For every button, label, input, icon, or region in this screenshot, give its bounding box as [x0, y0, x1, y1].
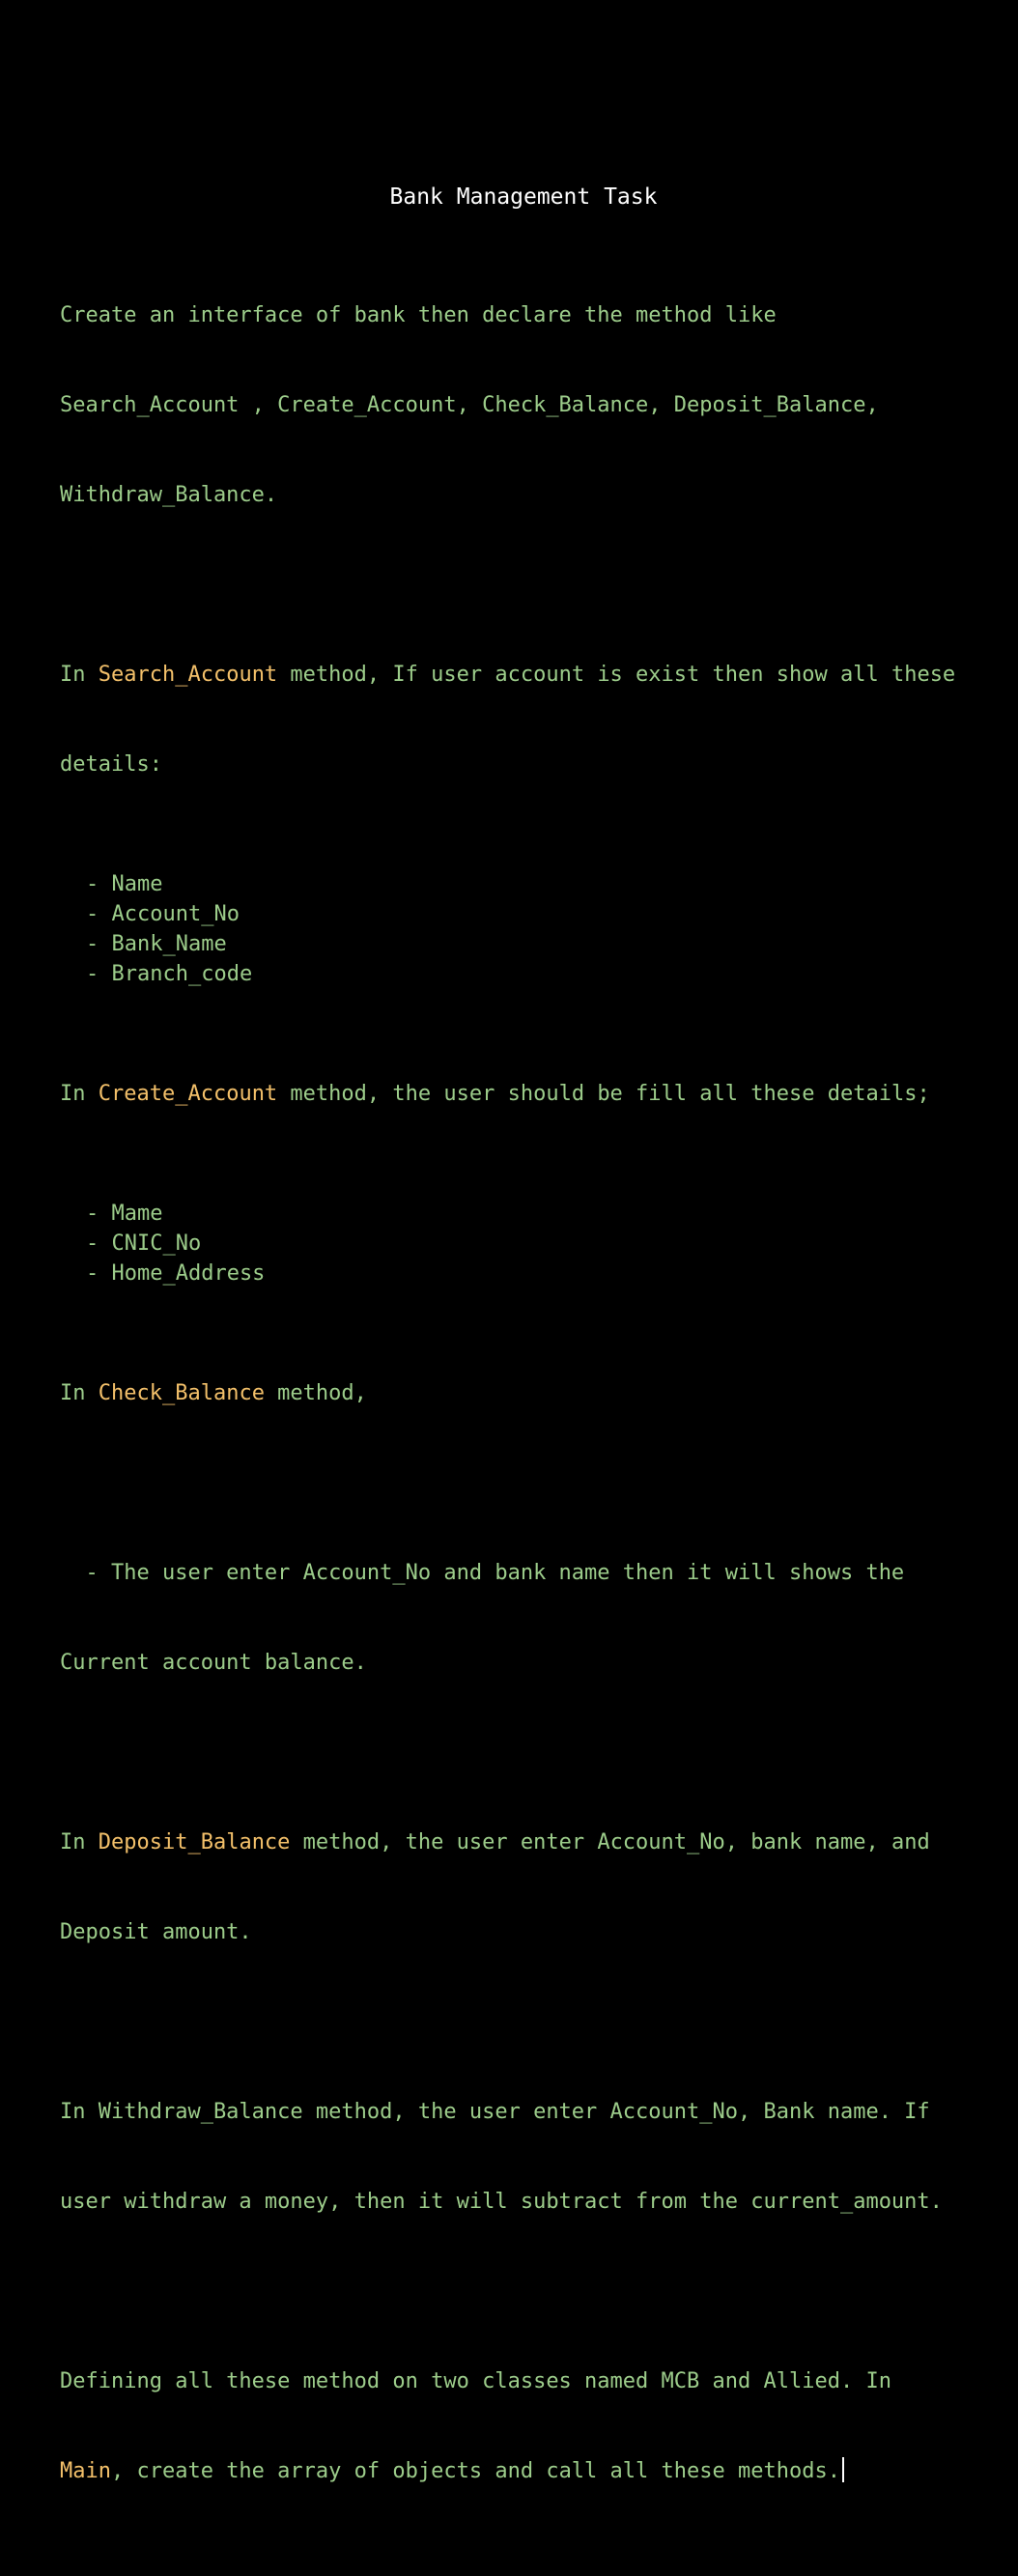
- create-account-prefix: In: [60, 1082, 99, 1106]
- intro-line-3: Withdraw_Balance.: [60, 483, 278, 507]
- create-account-details-list: [60, 1199, 997, 1288]
- list-item: - Account_No: [86, 902, 240, 926]
- search-account-prefix: In: [60, 663, 99, 687]
- check-balance-line-1: [60, 1378, 997, 1408]
- deposit-balance-paragraph: [60, 1768, 997, 2007]
- intro-line-1: Create an interface of bank then declare the method like: [60, 303, 777, 327]
- list-item: - Home_Address: [86, 1261, 266, 1286]
- withdraw-balance-paragraph: [60, 2037, 997, 2277]
- closing-paragraph: [60, 2307, 997, 2546]
- search-account-line-1: [60, 660, 997, 690]
- deposit-balance-line-1: [60, 1827, 997, 1857]
- document: [60, 180, 997, 2576]
- list-item: - Bank_Name: [86, 932, 227, 956]
- check-balance-method-name: Check_Balance: [98, 1381, 265, 1405]
- search-account-details-list: [60, 869, 997, 989]
- create-account-method-name: Create_Account: [98, 1082, 278, 1106]
- create-account-description: method, the user should be fill all these details;: [277, 1082, 930, 1106]
- text-cursor: [842, 2457, 844, 2482]
- check-balance-detail: [60, 1498, 997, 1738]
- intro-paragraph: [60, 241, 997, 570]
- check-balance-detail-line-2: Current account balance.: [60, 1651, 367, 1675]
- main-keyword: Main: [60, 2459, 111, 2483]
- check-balance-description: method,: [264, 1381, 367, 1405]
- withdraw-balance-line-2: user withdraw a money, then it will subtract from the current_amount.: [60, 2190, 943, 2214]
- closing-line-1: Defining all these method on two classes named MCB and Allied. In: [60, 2369, 891, 2393]
- withdraw-balance-line-1: In Withdraw_Balance method, the user enter Account_No, Bank name. If: [60, 2100, 930, 2124]
- list-item: - CNIC_No: [86, 1231, 202, 1256]
- search-account-description: method, If user account is exist then show all these: [277, 663, 956, 687]
- check-balance-paragraph: [60, 1318, 997, 1468]
- deposit-balance-description: method, the user enter Account_No, bank name, and: [290, 1830, 930, 1854]
- list-item: - Name: [86, 872, 163, 896]
- create-account-line-1: [60, 1079, 997, 1109]
- search-account-paragraph: [60, 600, 997, 839]
- list-item: - Branch_code: [86, 962, 253, 986]
- closing-line-2: [60, 2456, 997, 2486]
- check-balance-detail-line-1: - The user enter Account_No and bank name then it will shows the: [60, 1561, 905, 1585]
- create-account-paragraph: [60, 1019, 997, 1169]
- deposit-balance-line-2: Deposit amount.: [60, 1920, 252, 1944]
- deposit-balance-method-name: Deposit_Balance: [98, 1830, 291, 1854]
- closing-line-2-text: , create the array of objects and call all these methods.: [110, 2459, 840, 2483]
- intro-line-2: Search_Account , Create_Account, Check_Balance, Deposit_Balance,: [60, 393, 879, 417]
- search-account-line-2: details:: [60, 752, 162, 777]
- search-account-method-name: Search_Account: [98, 663, 278, 687]
- check-balance-prefix: In: [60, 1381, 99, 1405]
- document-title: Bank Management Task: [389, 184, 658, 210]
- list-item: - Mame: [86, 1202, 163, 1226]
- deposit-balance-prefix: In: [60, 1830, 99, 1854]
